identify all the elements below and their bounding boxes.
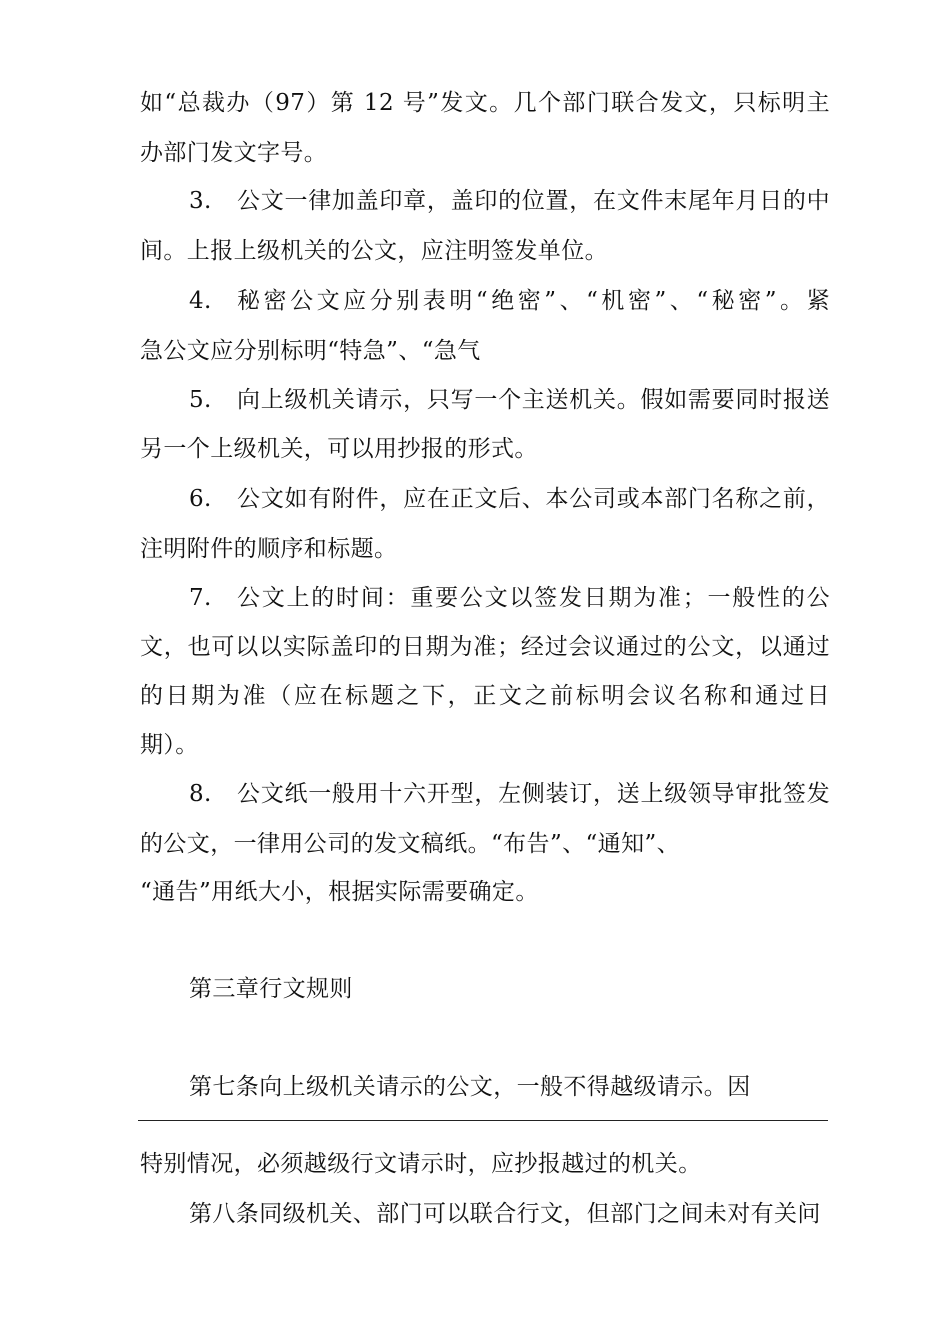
text-line: 特别情况，必须越级行文请示时，应抄报越过的机关。 (140, 1151, 702, 1177)
text-line: 急公文应分别标明“特急”、“急气 (140, 338, 481, 364)
list-text: 向上级机关请示，只写一个主送机关。假如需要同时报送 (237, 387, 830, 413)
list-item-6 (189, 484, 830, 514)
text-line: 间。上报上级机关的公文，应注明签发单位。 (140, 238, 608, 264)
list-item-5 (189, 385, 830, 415)
text-line: 办部门发文字号。 (140, 140, 328, 166)
text-line: 如“总裁办（97）第 12 号”发文。几个部门联合发文，只标明主 (140, 90, 830, 116)
text-line: “通告”用纸大小，根据实际需要确定。 (140, 879, 539, 905)
text-line: 的日期为准（应在标题之下，正文之前标明会议名称和通过日 (140, 683, 830, 709)
list-number: 6. (189, 486, 212, 512)
list-item-7 (189, 583, 830, 613)
list-text: 秘密公文应分别表明“绝密”、“机密”、“秘密”。紧 (237, 288, 830, 314)
article-8: 第八条同级机关、部门可以联合行文，但部门之间未对有关问 (189, 1201, 821, 1227)
list-text: 公文如有附件，应在正文后、本公司或本部门名称之前， (237, 486, 830, 512)
list-text: 公文上的时间：重要公文以签发日期为准；一般性的公 (237, 585, 830, 611)
text-line: 另一个上级机关，可以用抄报的形式。 (140, 436, 538, 462)
list-number: 4. (189, 288, 212, 314)
list-item-3 (189, 186, 830, 216)
list-item-8 (189, 779, 830, 809)
chapter-heading: 第三章行文规则 (189, 976, 353, 1002)
list-number: 3. (189, 188, 212, 214)
list-text: 公文纸一般用十六开型，左侧装订，送上级领导审批签发 (237, 781, 830, 807)
text-line: 期）。 (140, 732, 199, 758)
list-text: 公文一律加盖印章，盖印的位置，在文件末尾年月日的中 (237, 188, 830, 214)
text-line: 注明附件的顺序和标题。 (140, 536, 398, 562)
list-item-4 (189, 286, 830, 316)
horizontal-divider (138, 1120, 828, 1121)
list-number: 8. (189, 781, 212, 807)
list-number: 5. (189, 387, 212, 413)
list-number: 7. (189, 585, 212, 611)
article-7: 第七条向上级机关请示的公文，一般不得越级请示。因 (189, 1074, 751, 1100)
text-line: 的公文，一律用公司的发文稿纸。“布告”、“通知”、 (140, 831, 681, 857)
text-line: 文，也可以以实际盖印的日期为准；经过会议通过的公文，以通过 (140, 634, 830, 660)
